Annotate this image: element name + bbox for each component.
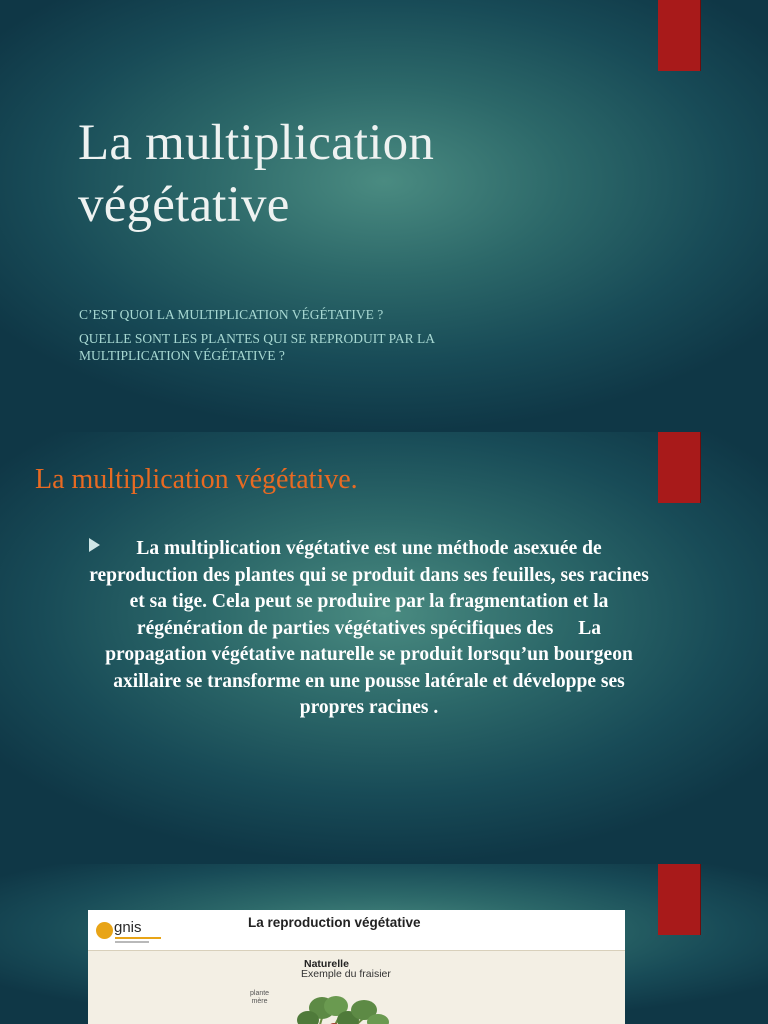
slide-title bbox=[78, 112, 434, 236]
slide-1[interactable] bbox=[0, 0, 768, 432]
bullet-text: La multiplication végétative est une méthode asexuée de reproduction des plantes qui se produit dans ses feuilles, ses racines et sa tige. Cela peut se produire par la fragmentation et la régénération de parties végétatives spécifiques des La propagation végétative naturelle se produit lorsqu’un bourgeon axillaire se transforme en une pousse latérale et développe ses propres racines . bbox=[89, 538, 649, 718]
bullet-item bbox=[89, 536, 649, 722]
slide-title-line-2: végétative bbox=[78, 177, 290, 233]
triangle-bullet-icon bbox=[89, 538, 100, 552]
embedded-diagram-image bbox=[88, 910, 625, 1024]
diagram-header bbox=[88, 910, 625, 951]
strawberry-plant-illustration bbox=[278, 972, 398, 1024]
slide-title-line-1: La multiplication bbox=[78, 115, 435, 171]
accent-bar bbox=[658, 0, 700, 71]
slide-2[interactable] bbox=[0, 432, 768, 864]
subtitle-line-3: MULTIPLICATION VÉGÉTATIVE ? bbox=[79, 348, 285, 363]
slide-3[interactable] bbox=[0, 864, 768, 1024]
accent-bar bbox=[658, 864, 700, 935]
diagram-title: La reproduction végétative bbox=[248, 915, 421, 930]
subtitle-line-1: C’EST QUOI LA MULTIPLICATION VÉGÉTATIVE ? bbox=[79, 307, 384, 322]
slide-subtitle bbox=[79, 306, 599, 364]
subtitle-line-2: QUELLE SONT LES PLANTES QUI SE REPRODUIT PAR LA bbox=[79, 331, 436, 346]
accent-bar bbox=[658, 432, 700, 503]
gnis-logo: gnis bbox=[96, 919, 168, 945]
plant-label: plante mère bbox=[250, 990, 270, 1005]
diagram-section-label: Naturelle bbox=[304, 958, 349, 970]
slide-heading: La multiplication végétative. bbox=[35, 464, 358, 495]
diagram-example-label: Exemple du fraisier bbox=[301, 968, 391, 980]
